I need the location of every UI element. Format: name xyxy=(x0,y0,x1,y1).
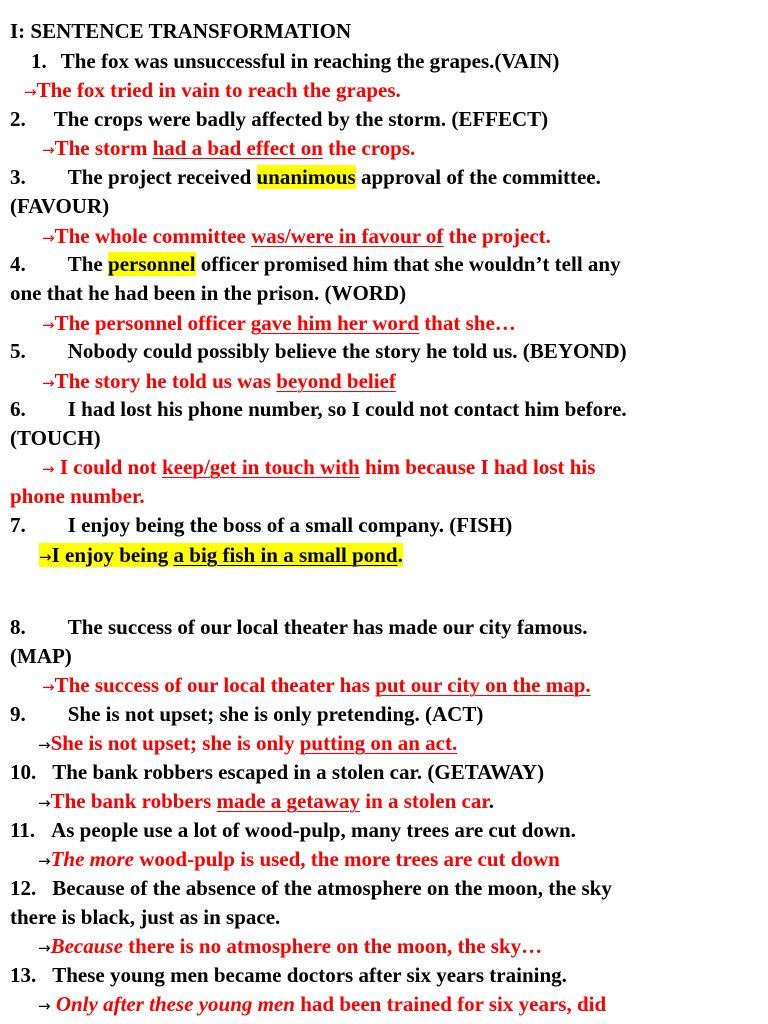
answer-7: →I enjoy being a big fish in a small pond. xyxy=(39,543,403,567)
arrow-icon: → xyxy=(42,460,55,478)
question-3-line2: (FAVOUR) xyxy=(10,194,110,218)
arrow-icon: → xyxy=(38,997,51,1015)
question-text: The fox was unsuccessful in reaching the grapes.(VAIN) xyxy=(60,49,560,73)
question-text: The bank robbers escaped in a stolen car. (GETAWAY) xyxy=(52,760,545,784)
answer-12: →Because there is no atmosphere on the moon, the sky… xyxy=(38,934,543,958)
arrow-icon: → xyxy=(42,141,55,159)
arrow-icon: → xyxy=(42,316,55,334)
item-number: 1. xyxy=(31,49,47,73)
answer-6-line2: phone number. xyxy=(10,484,145,508)
arrow-icon: → xyxy=(42,374,55,392)
question-text: I enjoy being the boss of a small company. (FISH) xyxy=(67,513,513,537)
arrow-icon: → xyxy=(24,83,37,101)
section-title: I: SENTENCE TRANSFORMATION xyxy=(10,19,352,43)
arrow-icon: → xyxy=(38,939,51,957)
question-4: 4. The personnel officer promised him that she wouldn’t tell any xyxy=(10,252,621,276)
item-number: 9. xyxy=(10,702,26,726)
question-text: Nobody could possibly believe the story he told us. (BEYOND) xyxy=(67,339,627,363)
question-6 xyxy=(10,395,627,424)
answer-3: →The whole committee was/were in favour of the project. xyxy=(42,224,551,248)
arrow-icon: → xyxy=(42,678,55,696)
item-number: 2. xyxy=(10,107,26,131)
answer-8: →The success of our local theater has put our city on the map. xyxy=(42,673,591,697)
question-8 xyxy=(10,613,587,642)
answer-11: →The more wood-pulp is used, the more trees are cut down xyxy=(38,847,560,871)
question-12 xyxy=(10,874,612,903)
question-text: The crops were badly affected by the storm. (EFFECT) xyxy=(53,107,549,131)
question-13 xyxy=(10,961,567,990)
item-number: 12. xyxy=(10,876,37,900)
answer-10: →The bank robbers made a getaway in a stolen car. xyxy=(38,789,494,813)
arrow-icon: → xyxy=(42,229,55,247)
question-text: Because of the absence of the atmosphere on the moon, the sky xyxy=(52,876,612,900)
arrow-icon: → xyxy=(38,852,51,870)
question-7 xyxy=(10,511,512,540)
highlighted-word: unanimous xyxy=(256,165,356,189)
question-5 xyxy=(10,337,627,366)
question-9 xyxy=(10,700,483,729)
item-number: 11. xyxy=(10,818,36,842)
question-8-line2: (MAP) xyxy=(10,644,72,668)
answer-6: → I could not keep/get in touch with him because I had lost his xyxy=(42,455,596,479)
item-number: 10. xyxy=(10,760,37,784)
question-6-line2: (TOUCH) xyxy=(10,426,101,450)
answer-9: →She is not upset; she is only putting on an act. xyxy=(38,731,458,755)
item-number: 4. xyxy=(10,252,26,276)
item-number: 3. xyxy=(10,165,26,189)
item-number: 13. xyxy=(10,963,37,987)
question-text: These young men became doctors after six years training. xyxy=(52,963,567,987)
item-number: 5. xyxy=(10,339,26,363)
item-number: 8. xyxy=(10,615,26,639)
arrow-icon: → xyxy=(38,794,51,812)
question-10 xyxy=(10,758,544,787)
question-text: The success of our local theater has made our city famous. xyxy=(67,615,588,639)
answer-1: →The fox tried in vain to reach the grapes. xyxy=(24,78,401,102)
item-number: 6. xyxy=(10,397,26,421)
question-11 xyxy=(10,816,576,845)
answer-5: →The story he told us was beyond belief xyxy=(42,369,396,393)
question-3: 3. The project received unanimous approval of the committee. xyxy=(10,165,601,189)
arrow-icon: → xyxy=(39,548,52,566)
question-4-line2: one that he had been in the prison. (WORD) xyxy=(10,281,407,305)
question-12-line2: there is black, just as in space. xyxy=(10,905,281,929)
arrow-icon: → xyxy=(38,736,51,754)
question-text: As people use a lot of wood-pulp, many trees are cut down. xyxy=(51,818,576,842)
question-2 xyxy=(10,105,548,134)
highlighted-word: personnel xyxy=(108,252,196,276)
question-1 xyxy=(31,47,559,76)
question-text: She is not upset; she is only pretending. (ACT) xyxy=(67,702,484,726)
item-number: 7. xyxy=(10,513,26,537)
answer-2: →The storm had a bad effect on the crops. xyxy=(42,136,416,160)
question-text: I had lost his phone number, so I could not contact him before. xyxy=(67,397,627,421)
answer-4: →The personnel officer gave him her word that she… xyxy=(42,311,516,335)
answer-13: → Only after these young men had been trained for six years, did xyxy=(38,992,607,1016)
